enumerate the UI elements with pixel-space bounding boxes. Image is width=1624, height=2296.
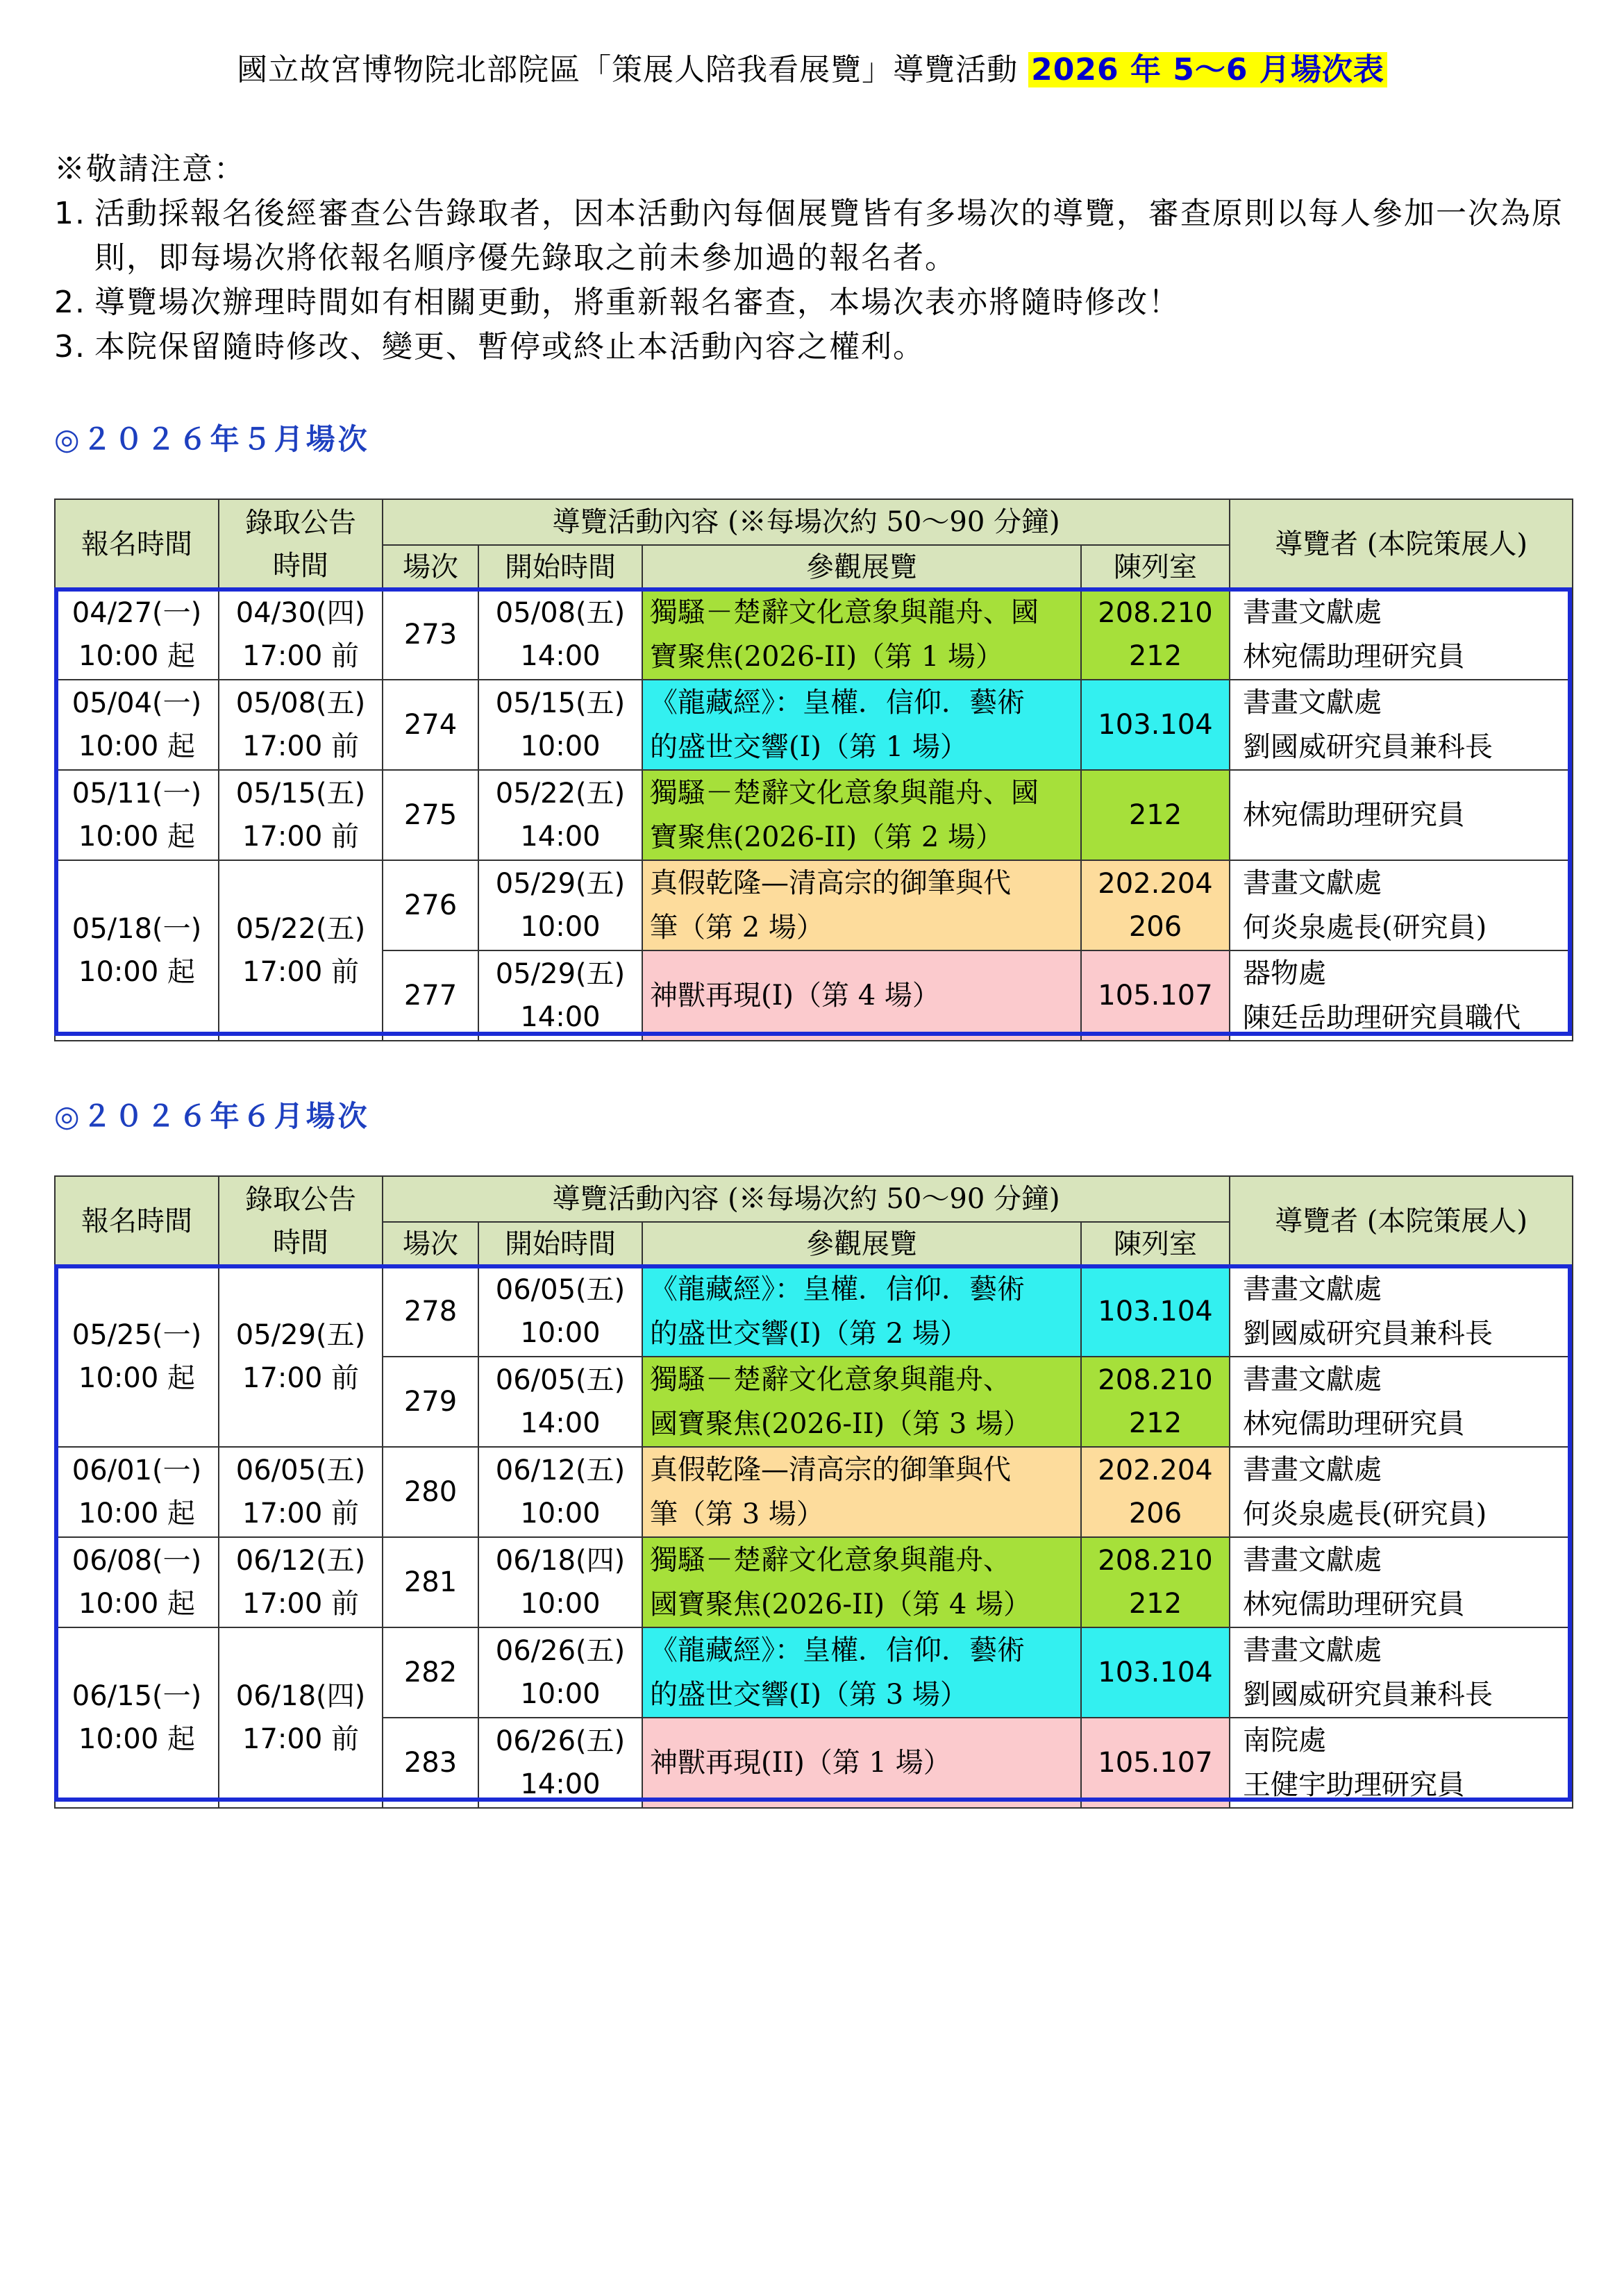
guide-name-line: 林宛儒助理研究員 — [1243, 641, 1466, 673]
start-time-line: 14:00 — [520, 821, 601, 853]
gallery-room-line: 202.204 — [1098, 868, 1213, 900]
announce-time — [219, 860, 383, 1041]
announce-time-line: 05/08(五) — [235, 687, 366, 719]
guide-name — [1230, 860, 1573, 950]
header-content: 導覽活動內容 (※每場次約 50～90 分鐘) — [383, 499, 1230, 545]
exhibition-name-line: 《龍藏經》：皇權．信仰．藝術 — [650, 1273, 1025, 1305]
start-time-line: 05/15(五) — [495, 687, 626, 719]
signup-time-line: 10:00 起 — [78, 821, 195, 853]
guide-name — [1230, 950, 1573, 1041]
exhibition-name — [642, 1357, 1081, 1447]
header-row — [55, 1176, 1573, 1222]
start-time — [478, 1537, 642, 1627]
announce-time-line: 06/05(五) — [235, 1455, 366, 1486]
session-number: 275 — [383, 770, 478, 860]
start-time — [478, 589, 642, 680]
header-room: 陳列室 — [1081, 1222, 1230, 1266]
gallery-room — [1081, 680, 1230, 770]
announce-time-line: 06/18(四) — [235, 1680, 366, 1712]
guide-name — [1230, 1357, 1573, 1447]
table-row — [55, 1627, 1573, 1718]
announce-time — [219, 1537, 383, 1627]
guide-name-line: 南院處 — [1243, 1725, 1327, 1757]
header-announce — [219, 1176, 383, 1266]
notice-text: 本院保留隨時修改、變更、暫停或終止本活動內容之權利。 — [94, 329, 925, 364]
exhibition-name — [642, 1718, 1081, 1808]
guide-name-line: 劉國威研究員兼科長 — [1243, 1679, 1493, 1711]
gallery-room-line: 208.210 — [1098, 1364, 1213, 1396]
announce-time-line: 05/29(五) — [235, 1319, 366, 1351]
gallery-room-line: 103.104 — [1098, 709, 1213, 741]
signup-time-line: 05/18(一) — [72, 913, 202, 945]
signup-time-line: 10:00 起 — [78, 1588, 195, 1620]
start-time-line: 10:00 — [520, 1498, 601, 1530]
announce-time-line: 17:00 前 — [242, 730, 359, 762]
announce-time — [219, 1627, 383, 1808]
notice-text: 導覽場次辦理時間如有相關更動，將重新報名審查，本場次表亦將隨時修改！ — [94, 285, 1180, 320]
table-row — [55, 589, 1573, 680]
exhibition-name — [642, 589, 1081, 680]
exhibition-name-line: 國寶聚焦(2026-II)（第 4 場） — [650, 1589, 1032, 1620]
signup-time-line: 06/08(一) — [72, 1545, 202, 1577]
may-section-heading: ◎２０２６年５月場次 — [54, 422, 370, 456]
signup-time-line: 05/25(一) — [72, 1319, 202, 1351]
gallery-room-line: 103.104 — [1098, 1296, 1213, 1327]
header-row — [55, 499, 1573, 545]
header-announce-line: 錄取公告 — [245, 1184, 356, 1216]
start-time-line: 10:00 — [520, 1588, 601, 1620]
signup-time — [55, 589, 219, 680]
guide-name — [1230, 680, 1573, 770]
signup-time-line: 10:00 起 — [78, 1723, 195, 1755]
session-number: 283 — [383, 1718, 478, 1808]
announce-time-line: 04/30(四) — [235, 597, 366, 629]
header-exhibit: 參觀展覽 — [642, 545, 1081, 589]
header-start: 開始時間 — [478, 545, 642, 589]
gallery-room-line: 212 — [1128, 1588, 1182, 1620]
header-signup: 報名時間 — [55, 499, 219, 589]
header-announce — [219, 499, 383, 589]
start-time — [478, 860, 642, 950]
start-time-line: 10:00 — [520, 911, 601, 943]
start-time-line: 05/08(五) — [495, 597, 626, 629]
guide-name-line: 書畫文獻處 — [1243, 1634, 1382, 1666]
start-time-line: 14:00 — [520, 1001, 601, 1033]
gallery-room — [1081, 860, 1230, 950]
start-time-line: 10:00 — [520, 730, 601, 762]
signup-time — [55, 1266, 219, 1447]
announce-time — [219, 1266, 383, 1447]
announce-time-line: 05/22(五) — [235, 913, 366, 945]
start-time-line: 10:00 — [520, 1678, 601, 1710]
table-row — [55, 1447, 1573, 1537]
guide-name-line: 書畫文獻處 — [1243, 596, 1382, 628]
exhibition-name — [642, 1627, 1081, 1718]
start-time — [478, 1447, 642, 1537]
session-number: 280 — [383, 1447, 478, 1537]
exhibition-name — [642, 1266, 1081, 1357]
announce-time — [219, 1447, 383, 1537]
exhibition-name-line: 獨騷－楚辭文化意象與龍舟、國 — [650, 777, 1039, 809]
start-time — [478, 1627, 642, 1718]
exhibition-name-line: 神獸再現(I)（第 4 場） — [650, 980, 940, 1012]
signup-time-line: 05/11(一) — [72, 778, 202, 810]
session-number: 276 — [383, 860, 478, 950]
guide-name-line: 書畫文獻處 — [1243, 1364, 1382, 1396]
gallery-room-line: 206 — [1128, 1498, 1182, 1530]
header-announce-line: 時間 — [273, 1227, 328, 1259]
exhibition-name — [642, 770, 1081, 860]
guide-name-line: 王健宇助理研究員 — [1243, 1769, 1466, 1801]
header-announce-line: 時間 — [273, 550, 328, 582]
gallery-room — [1081, 1266, 1230, 1357]
gallery-room-line: 212 — [1128, 799, 1182, 831]
signup-time-line: 10:00 起 — [78, 1362, 195, 1394]
june-section-heading: ◎２０２６年６月場次 — [54, 1099, 370, 1133]
signup-time — [55, 1537, 219, 1627]
gallery-room — [1081, 1537, 1230, 1627]
guide-name-line: 書畫文獻處 — [1243, 867, 1382, 899]
signup-time-line: 05/04(一) — [72, 687, 202, 719]
table-row — [55, 680, 1573, 770]
announce-time-line: 17:00 前 — [242, 956, 359, 988]
gallery-room — [1081, 1718, 1230, 1808]
announce-time-line: 17:00 前 — [242, 1723, 359, 1755]
title-highlight: 2026 年 5～6 月場次表 — [1028, 52, 1387, 87]
exhibition-name-line: 筆（第 3 場） — [650, 1498, 824, 1530]
page-title — [0, 49, 1624, 92]
guide-name — [1230, 1266, 1573, 1357]
guide-name-line: 劉國威研究員兼科長 — [1243, 1318, 1493, 1350]
announce-time — [219, 680, 383, 770]
start-time-line: 06/05(五) — [495, 1364, 626, 1396]
announce-time-line: 17:00 前 — [242, 821, 359, 853]
start-time-line: 05/22(五) — [495, 778, 626, 810]
start-time-line: 06/18(四) — [495, 1545, 626, 1577]
guide-name — [1230, 1537, 1573, 1627]
table-row — [55, 1266, 1573, 1357]
session-number: 279 — [383, 1357, 478, 1447]
gallery-room — [1081, 1447, 1230, 1537]
table-row — [55, 1537, 1573, 1627]
guide-name — [1230, 1447, 1573, 1537]
gallery-room — [1081, 770, 1230, 860]
start-time-line: 14:00 — [520, 1407, 601, 1439]
start-time-line: 06/26(五) — [495, 1725, 626, 1757]
exhibition-name-line: 的盛世交響(I)（第 3 場） — [650, 1679, 968, 1711]
gallery-room-line: 208.210 — [1098, 597, 1213, 629]
start-time-line: 14:00 — [520, 640, 601, 672]
notice-item — [54, 325, 1582, 369]
start-time-line: 06/12(五) — [495, 1455, 626, 1486]
header-exhibit: 參觀展覽 — [642, 1222, 1081, 1266]
signup-time — [55, 1627, 219, 1808]
exhibition-name-line: 筆（第 2 場） — [650, 912, 824, 944]
signup-time-line: 06/15(一) — [72, 1680, 202, 1712]
guide-name-line: 林宛儒助理研究員 — [1243, 799, 1466, 831]
header-start: 開始時間 — [478, 1222, 642, 1266]
exhibition-name-line: 《龍藏經》：皇權．信仰．藝術 — [650, 1634, 1025, 1666]
notice-number: 3. — [54, 329, 86, 364]
header-session: 場次 — [383, 545, 478, 589]
gallery-room-line: 105.107 — [1098, 980, 1213, 1012]
schedule-table — [54, 1175, 1573, 1809]
signup-time-line: 06/01(一) — [72, 1455, 202, 1486]
guide-name — [1230, 1627, 1573, 1718]
announce-time-line: 17:00 前 — [242, 640, 359, 672]
session-number: 281 — [383, 1537, 478, 1627]
announce-time-line: 05/15(五) — [235, 778, 366, 810]
announce-time-line: 17:00 前 — [242, 1498, 359, 1530]
guide-name-line: 林宛儒助理研究員 — [1243, 1408, 1466, 1440]
exhibition-name-line: 神獸再現(II)（第 1 場） — [650, 1747, 951, 1779]
schedule-table — [54, 498, 1573, 1041]
guide-name-line: 器物處 — [1243, 957, 1327, 989]
start-time-line: 06/05(五) — [495, 1274, 626, 1306]
start-time — [478, 1266, 642, 1357]
signup-time — [55, 680, 219, 770]
guide-name — [1230, 770, 1573, 860]
exhibition-name — [642, 950, 1081, 1041]
gallery-room-line: 212 — [1128, 640, 1182, 672]
guide-name-line: 劉國威研究員兼科長 — [1243, 731, 1493, 763]
exhibition-name-line: 寶聚焦(2026-II)（第 2 場） — [650, 821, 1004, 853]
header-room: 陳列室 — [1081, 545, 1230, 589]
announce-time — [219, 589, 383, 680]
start-time-line: 10:00 — [520, 1317, 601, 1349]
session-number: 274 — [383, 680, 478, 770]
notice-text: 活動採報名後經審查公告錄取者，因本活動內每個展覽皆有多場次的導覽，審查原則以每人參加一次為原則，即每場次將依報名順序優先錄取之前未參加過的報名者。 — [94, 196, 1564, 276]
guide-name-line: 書畫文獻處 — [1243, 687, 1382, 719]
exhibition-name-line: 國寶聚焦(2026-II)（第 3 場） — [650, 1408, 1032, 1440]
gallery-room-line: 208.210 — [1098, 1545, 1213, 1577]
start-time — [478, 770, 642, 860]
exhibition-name-line: 真假乾隆—清高宗的御筆與代 — [650, 1454, 1011, 1486]
title-main: 國立故宮博物院北部院區「策展人陪我看展覽」導覽活動 — [237, 52, 1019, 87]
header-signup: 報名時間 — [55, 1176, 219, 1266]
signup-time — [55, 770, 219, 860]
start-time — [478, 1718, 642, 1808]
gallery-room-line: 212 — [1128, 1407, 1182, 1439]
exhibition-name-line: 獨騷－楚辭文化意象與龍舟、 — [650, 1364, 1011, 1396]
header-guide: 導覽者 (本院策展人) — [1230, 1176, 1573, 1266]
header-announce-line: 錄取公告 — [245, 507, 356, 539]
signup-time-line: 10:00 起 — [78, 730, 195, 762]
signup-time — [55, 860, 219, 1041]
exhibition-name-line: 獨騷－楚辭文化意象與龍舟、國 — [650, 596, 1039, 628]
exhibition-name-line: 寶聚焦(2026-II)（第 1 場） — [650, 641, 1004, 673]
guide-name-line: 書畫文獻處 — [1243, 1273, 1382, 1305]
session-number: 277 — [383, 950, 478, 1041]
gallery-room-line: 206 — [1128, 911, 1182, 943]
start-time-line: 14:00 — [520, 1768, 601, 1800]
exhibition-name-line: 真假乾隆—清高宗的御筆與代 — [650, 867, 1011, 899]
guide-name-line: 林宛儒助理研究員 — [1243, 1589, 1466, 1620]
guide-name-line: 何炎泉處長(研究員) — [1243, 912, 1487, 944]
header-content: 導覽活動內容 (※每場次約 50～90 分鐘) — [383, 1176, 1230, 1222]
gallery-room-line: 105.107 — [1098, 1747, 1213, 1779]
notice-heading: ※敬請注意： — [54, 151, 246, 187]
start-time — [478, 680, 642, 770]
guide-name — [1230, 1718, 1573, 1808]
signup-time-line: 10:00 起 — [78, 640, 195, 672]
guide-name-line: 書畫文獻處 — [1243, 1454, 1382, 1486]
announce-time-line: 17:00 前 — [242, 1362, 359, 1394]
session-number: 282 — [383, 1627, 478, 1718]
gallery-room — [1081, 1357, 1230, 1447]
header-session: 場次 — [383, 1222, 478, 1266]
notice-block — [54, 147, 1582, 369]
session-number: 273 — [383, 589, 478, 680]
gallery-room-line: 202.204 — [1098, 1455, 1213, 1486]
start-time-line: 06/26(五) — [495, 1635, 626, 1667]
notice-item — [54, 280, 1582, 325]
exhibition-name — [642, 1447, 1081, 1537]
guide-name-line: 書畫文獻處 — [1243, 1544, 1382, 1576]
exhibition-name — [642, 680, 1081, 770]
notice-number: 1. — [54, 196, 86, 231]
session-number: 278 — [383, 1266, 478, 1357]
announce-time — [219, 770, 383, 860]
gallery-room-line: 103.104 — [1098, 1657, 1213, 1689]
gallery-room — [1081, 1627, 1230, 1718]
notice-number: 2. — [54, 285, 86, 320]
signup-time — [55, 1447, 219, 1537]
gallery-room — [1081, 589, 1230, 680]
start-time-line: 05/29(五) — [495, 958, 626, 990]
gallery-room — [1081, 950, 1230, 1041]
exhibition-name-line: 《龍藏經》：皇權．信仰．藝術 — [650, 687, 1025, 719]
announce-time-line: 17:00 前 — [242, 1588, 359, 1620]
signup-time-line: 04/27(一) — [72, 597, 202, 629]
signup-time-line: 10:00 起 — [78, 1498, 195, 1530]
table-row — [55, 770, 1573, 860]
exhibition-name — [642, 860, 1081, 950]
guide-name — [1230, 589, 1573, 680]
exhibition-name-line: 的盛世交響(I)（第 2 場） — [650, 1318, 968, 1350]
start-time — [478, 950, 642, 1041]
signup-time-line: 10:00 起 — [78, 956, 195, 988]
guide-name-line: 何炎泉處長(研究員) — [1243, 1498, 1487, 1530]
exhibition-name-line: 獨騷－楚辭文化意象與龍舟、 — [650, 1544, 1011, 1576]
exhibition-name — [642, 1537, 1081, 1627]
start-time-line: 05/29(五) — [495, 868, 626, 900]
announce-time-line: 06/12(五) — [235, 1545, 366, 1577]
start-time — [478, 1357, 642, 1447]
table-row — [55, 860, 1573, 950]
notice-item — [54, 192, 1582, 280]
guide-name-line: 陳廷岳助理研究員職代 — [1243, 1002, 1521, 1034]
exhibition-name-line: 的盛世交響(I)（第 1 場） — [650, 731, 968, 763]
header-guide: 導覽者 (本院策展人) — [1230, 499, 1573, 589]
